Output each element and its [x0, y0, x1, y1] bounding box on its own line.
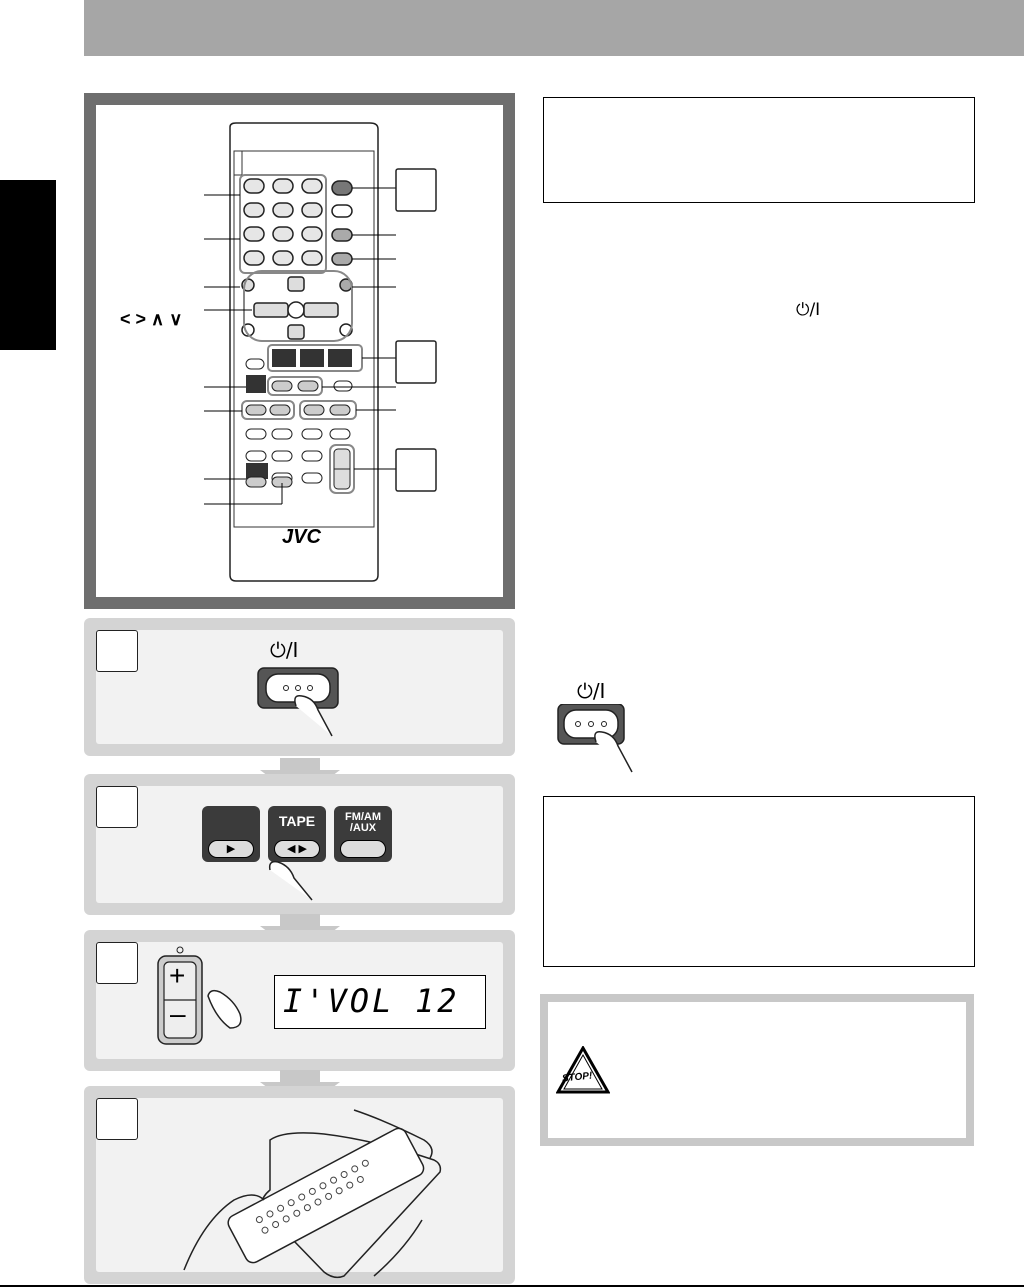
remote-brand-logo: JVC	[282, 526, 321, 548]
step-4-panel	[84, 1086, 515, 1284]
stop-icon-text: STOP!	[561, 1070, 593, 1085]
finger-icon	[204, 988, 256, 1034]
step-2-panel	[84, 774, 515, 915]
source-sub-1: ▶	[208, 840, 254, 858]
display-text-left: I'VOL	[283, 982, 395, 1020]
power-button-icon	[252, 666, 362, 746]
tape-button[interactable]	[268, 806, 326, 862]
arrow-keys-label: < > ∧ ∨	[120, 309, 183, 329]
source-label-2: TAPE	[278, 813, 316, 829]
power-symbol-label-right: ⏻/I	[577, 679, 606, 703]
step-1-number-box	[96, 630, 138, 672]
source-label-3: FM/AM /AUX	[344, 811, 382, 834]
step-2-number-box	[96, 786, 138, 828]
remote-control-illustration	[96, 105, 503, 597]
header-bar	[84, 0, 1024, 56]
display-text-right: 12	[415, 982, 460, 1020]
remote-illustration-panel	[84, 93, 515, 609]
step-1-panel	[84, 618, 515, 756]
step-3-number-box	[96, 942, 138, 984]
note-box-middle	[543, 796, 975, 967]
stop-warning-icon	[556, 1046, 610, 1094]
step-4-number-box	[96, 1098, 138, 1140]
source-sub-2: ◀ ▶	[274, 840, 320, 858]
step-3-panel	[84, 930, 515, 1071]
play-source-button[interactable]	[202, 806, 260, 862]
caution-box	[540, 994, 974, 1146]
inline-power-symbol: ⏻/I	[796, 300, 821, 320]
volume-plus-label: +	[169, 960, 186, 991]
fm-am-aux-button[interactable]	[334, 806, 392, 862]
hands-holding-remote-illustration	[174, 1100, 504, 1280]
power-symbol-label: ⏻/I	[270, 638, 299, 662]
section-tab	[0, 180, 56, 350]
finger-icon	[264, 860, 324, 904]
volume-minus-label: –	[170, 998, 186, 1029]
note-box-top	[543, 97, 975, 203]
power-button-icon-right	[556, 704, 656, 776]
volume-display	[274, 975, 486, 1029]
source-sub-3	[340, 840, 386, 858]
